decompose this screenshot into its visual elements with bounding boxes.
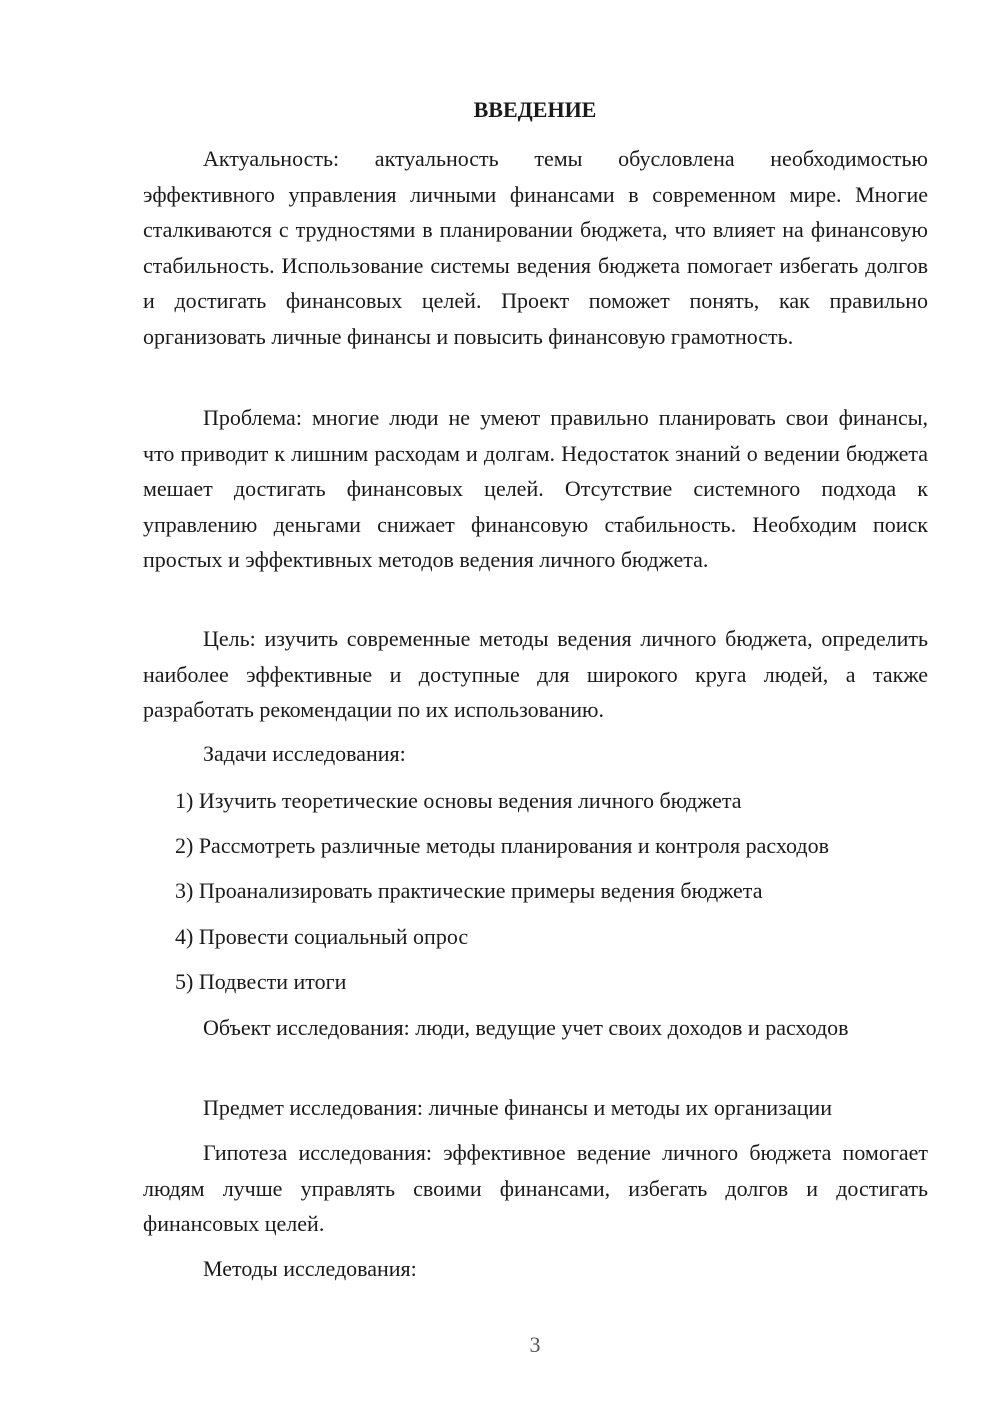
tasks-title: Задачи исследования: bbox=[203, 741, 406, 766]
hypothesis-paragraph: Гипотеза исследования: эффективное ведение личного бюджета помогает людям лучше управлять своими финансами, избегать долгов и достигать финансовых целей. bbox=[143, 1140, 928, 1236]
page-title: ВВЕДЕНИЕ bbox=[473, 97, 597, 122]
object-paragraph: Объект исследования: люди, ведущие учет своих доходов и расходов bbox=[203, 1015, 849, 1040]
list-item: 3) Проанализировать практические примеры ведения бюджета bbox=[175, 878, 763, 903]
list-item: 2) Рассмотреть различные методы планирования и контроля расходов bbox=[175, 833, 829, 858]
list-item: 5) Подвести итоги bbox=[175, 969, 347, 994]
methods-title: Методы исследования: bbox=[203, 1256, 417, 1281]
relevance-paragraph: Актуальность: актуальность темы обусловлена необходимостью эффективного управления личными финансами в современном мире. Многие сталкиваются с трудностями в планировании бюджета, что влияет на финансовую стабильность. Использование системы ведения бюджета помогает избегать долгов и достигать финансовых целей. Проект поможет понять, как правильно организовать личные финансы и повысить финансовую грамотность. bbox=[143, 146, 928, 349]
subject-paragraph: Предмет исследования: личные финансы и методы их организации bbox=[203, 1095, 832, 1120]
list-item: 1) Изучить теоретические основы ведения личного бюджета bbox=[175, 788, 742, 813]
goal-paragraph: Цель: изучить современные методы ведения личного бюджета, определить наиболее эффективные и доступные для широкого круга людей, а также разработать рекомендации по их использованию. bbox=[143, 626, 928, 722]
problem-paragraph: Проблема: многие люди не умеют правильно планировать свои финансы, что приводит к лишним расходам и долгам. Недостаток знаний о ведении бюджета мешает достигать финансовых целей. Отсутствие системного подхода к управлению деньгами снижает финансовую стабильность. Необходим поиск простых и эффективных методов ведения личного бюджета. bbox=[143, 405, 928, 572]
page-number: 3 bbox=[529, 1332, 541, 1357]
list-item: 4) Провести социальный опрос bbox=[175, 924, 469, 949]
